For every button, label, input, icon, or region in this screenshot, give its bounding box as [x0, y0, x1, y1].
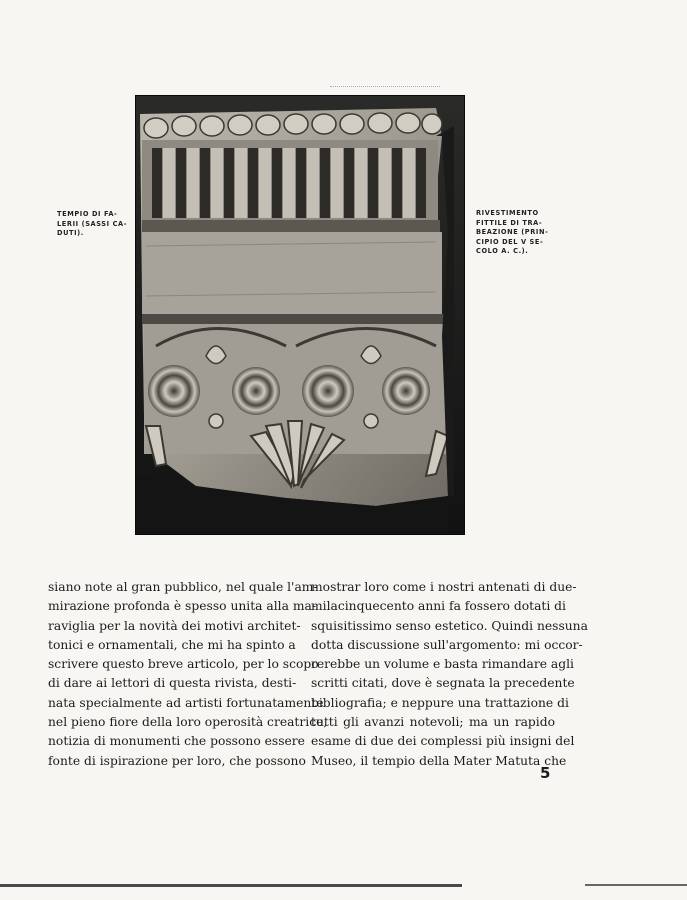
terracotta-relief-image	[136, 96, 464, 534]
text-line: scrivere questo breve articolo, per lo scopo	[48, 657, 319, 672]
text-line: scritti citati, dove è segnata la precedente	[311, 676, 575, 691]
text-line: bibliografia; e neppure una trattazione di	[311, 695, 569, 710]
text-line: esame di due dei complessi più insigni del	[311, 734, 575, 749]
print-artifact	[330, 86, 440, 90]
text-line: Museo, il tempio della Mater Matuta che	[311, 753, 567, 768]
text-line: tonici e ornamentali, che mi ha spinto a	[48, 637, 296, 652]
figure-photo	[135, 95, 465, 535]
text-line: milacinquecento anni fa fossero dotati di	[311, 599, 566, 614]
bottom-scan-edge-right	[585, 884, 687, 886]
text-line: fonte di ispirazione per loro, che possono	[48, 753, 306, 768]
text-line: squisitissimo senso estetico. Quindi nessuna	[311, 618, 588, 633]
text-line: nata specialmente ad artisti fortunatamente	[48, 695, 324, 710]
text-line: rerebbe un volume e basta rimandare agli	[311, 657, 574, 672]
caption-right: RIVESTIMENTO FITTILE DI TRA- BEAZIONE (PRIN- CIPIO DEL V SE- COLO A. C.).	[476, 209, 549, 256]
body-text-right-column	[311, 578, 588, 771]
text-line: raviglia per la novità dei motivi architet-	[48, 618, 301, 633]
text-line: mirazione profonda è spesso unita alla ma-	[48, 599, 316, 614]
text-line: nel pieno fiore della loro operosità creatrice,	[48, 715, 328, 730]
bottom-scan-edge	[0, 884, 462, 887]
text-line: mostrar loro come i nostri antenati di due-	[311, 580, 577, 594]
caption-left: TEMPIO DI FA- LERII (SASSI CA- DUTI).	[57, 210, 128, 238]
page-number: 5	[540, 764, 551, 782]
text-line: notizia di monumenti che possono essere	[48, 734, 305, 749]
text-line: dotta discussione sull'argomento: mi occor-	[311, 637, 583, 652]
text-line: siano note al gran pubblico, nel quale l'am-	[48, 580, 318, 594]
body-text-left-column	[48, 578, 328, 771]
text-line: di dare ai lettori di questa rivista, desti-	[48, 676, 297, 691]
text-line: tutti gli avanzi notevoli; ma un rapido	[311, 715, 555, 730]
